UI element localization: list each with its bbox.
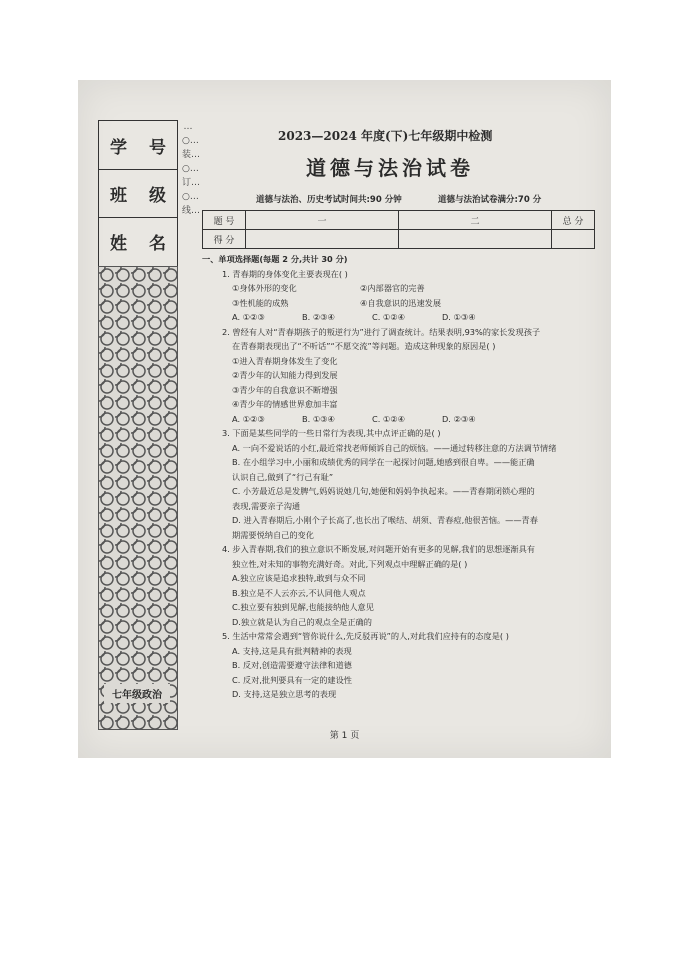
question-area: 一、单项选择题(每题 2 分,共计 30 分) 1. 青春期的身体变化主要表现在( ) ①身体外形的变化 ②内部器官的完善 ③性机能的成熟 ④自我意识的迅速发展 A. ①②③ B. ②③④ C. ①②④ D. ①③④ 2. 曾经有人对“青春期孩子的叛逆行为”进行了调查统计。结果表明,93%的家长发现孩子 在青春期表现出了“不听话”“不愿交流”等问题。造成这种现象的原因是( ) ①进入青春期身体发生了变化 ②青少年的认知能力得到发展 ③青少年的自我意识不断增强 ④青少年的情感世界愈加丰富 A. ①②③ B. ①③④ C. ①②④ D. ②③④ 3. 下面是某些同学的一些日常行为表现,其中点评正确的是( ) A. 一向不爱说话的小红,最近常找老师倾诉自己的烦恼。——通过转移注意的方法调节情绪 B. 在小组学习中,小丽和成绩优秀的同学在一起探讨问题,她感到很自卑。——能正确 认识自己,做到了“行己有耻” C. 小芳最近总是发脾气,妈妈说她几句,她便和妈妈争执起来。——青春期闭锁心理的 表现,需要亲子沟通 D. 进入青春期后,小刚个子长高了,也长出了喉结、胡须、青春痘,他很苦恼。——青春 期需要悦纳自己的变化 4. 步入青春期,我们的独立意识不断发展,对问题开始有更多的见解,我们的思想逐渐具有 独立性,对未知的事物充满好奇。对此,下列观点中理解正确的是( ) A.独立应该是追求独特,敢到与众不同 B.独立是不人云亦云,不认同他人观点 C.独立要有独到见解,也能接纳他人意见 D.独立就是认为自己的观点全是正确的 5. 生活中常常会遇到“管你说什么,先反驳再说”的人,对此我们应持有的态度是( ) A. 支持,这是具有批判精神的表现 B. 反对,创造需要遵守法律和道德 C. 反对,批判要具有一定的建设性 D. 支持,这是独立思考的表现 <box>202 252 602 702</box>
question-1-items: ①身体外形的变化 ②内部器官的完善 <box>232 283 425 293</box>
question-1-stem: 1. 青春期的身体变化主要表现在( ) <box>222 268 348 279</box>
decorative-pattern <box>98 266 178 730</box>
exam-title: 2023—2024 年度(下)七年级期中检测 <box>278 129 493 143</box>
exam-paper <box>78 80 611 758</box>
question-1-choices: A. ①②③ B. ②③④ C. ①②④ D. ①③④ <box>232 312 476 322</box>
paper-title: 道德与法治试卷 <box>306 156 474 180</box>
question-2-stem: 2. 曾经有人对“青春期孩子的叛逆行为”进行了调查统计。结果表明,93%的家长发现孩子 <box>222 326 541 337</box>
section-title: 一、单项选择题(每题 2 分,共计 30 分) <box>202 254 348 264</box>
score-table-score-row: 得 分 <box>203 230 595 249</box>
info-row-student-id: 学 号 <box>99 121 177 170</box>
page-number: 第 1 页 <box>329 731 360 741</box>
score-table <box>202 210 595 249</box>
binding-line-text: …○…装…○…订…○…线… <box>182 122 201 216</box>
student-info-box <box>98 120 178 267</box>
subject-label: 七年级政治 <box>104 684 170 703</box>
question-4-stem: 4. 步入青春期,我们的独立意识不断发展,对问题开始有更多的见解,我们的思想逐渐具有 <box>222 544 535 554</box>
info-row-class: 班 级 <box>99 169 177 218</box>
question-3-stem: 3. 下面是某些同学的一些日常行为表现,其中点评正确的是( ) <box>222 428 441 438</box>
question-5-stem: 5. 生活中常常会遇到“管你说什么,先反驳再说”的人,对此我们应持有的态度是( ) <box>222 631 509 641</box>
info-row-name: 姓 名 <box>110 233 166 254</box>
time-note: 道德与法治、历史考试时间共:90 分钟 <box>256 195 402 205</box>
score-table-header-row: 题 号 一 二 总 分 <box>203 211 595 230</box>
question-2-choices: A. ①②③ B. ①③④ C. ①②④ D. ②③④ <box>232 413 476 424</box>
score-note: 道德与法治试卷满分:70 分 <box>438 195 542 205</box>
